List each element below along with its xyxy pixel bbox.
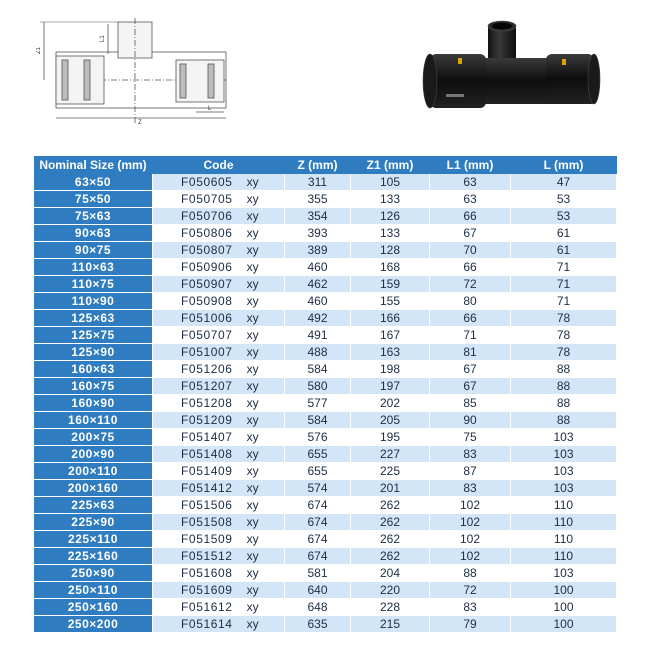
z1-cell: 198: [351, 361, 430, 378]
l-cell: 88: [511, 378, 617, 395]
code-value: F050705: [181, 192, 233, 206]
l1-cell: 67: [430, 361, 511, 378]
nominal-size-cell: 110×75: [34, 276, 153, 293]
l1-cell: 72: [430, 582, 511, 599]
z-cell: 580: [285, 378, 351, 395]
code-value: F050707: [181, 328, 233, 342]
z1-cell: 225: [351, 463, 430, 480]
z1-cell: 133: [351, 191, 430, 208]
table-body: [34, 174, 617, 633]
table-row: [34, 310, 617, 327]
table-row: [34, 463, 617, 480]
z-cell: 674: [285, 531, 351, 548]
l-cell: 71: [511, 259, 617, 276]
l-cell: 78: [511, 344, 617, 361]
z1-cell: 215: [351, 616, 430, 633]
z1-cell: 201: [351, 480, 430, 497]
nominal-size-cell: 125×63: [34, 310, 153, 327]
table-row: [34, 174, 617, 191]
code-suffix: xy: [246, 379, 259, 393]
code-cell: [153, 242, 285, 259]
nominal-size-cell: 125×90: [34, 344, 153, 361]
code-cell: [153, 463, 285, 480]
l-cell: 78: [511, 310, 617, 327]
z1-cell: 133: [351, 225, 430, 242]
z1-cell: 105: [351, 174, 430, 191]
code-cell: [153, 548, 285, 565]
code-value: F051614: [181, 617, 233, 631]
z1-cell: 204: [351, 565, 430, 582]
z1-cell: 197: [351, 378, 430, 395]
code-value: F051209: [181, 413, 233, 427]
code-cell: [153, 276, 285, 293]
code-value: F051512: [181, 549, 233, 563]
z-cell: 311: [285, 174, 351, 191]
nominal-size-cell: 225×160: [34, 548, 153, 565]
code-cell: [153, 565, 285, 582]
table-row: [34, 582, 617, 599]
dim-z1-label: Z1: [36, 46, 42, 54]
z-cell: 577: [285, 395, 351, 412]
z1-cell: 228: [351, 599, 430, 616]
code-value: F050906: [181, 260, 233, 274]
code-suffix: xy: [246, 447, 259, 461]
l1-cell: 83: [430, 599, 511, 616]
z-cell: 488: [285, 344, 351, 361]
tee-technical-drawing: [36, 14, 246, 126]
code-suffix: xy: [246, 617, 259, 631]
nominal-size-cell: 200×160: [34, 480, 153, 497]
header-l: L (mm): [511, 156, 617, 174]
z1-cell: 126: [351, 208, 430, 225]
nominal-size-cell: 160×110: [34, 412, 153, 429]
nominal-size-cell: 90×63: [34, 225, 153, 242]
l-cell: 103: [511, 565, 617, 582]
table-row: [34, 225, 617, 242]
l1-cell: 102: [430, 514, 511, 531]
table-row: [34, 565, 617, 582]
l1-cell: 79: [430, 616, 511, 633]
l1-cell: 67: [430, 225, 511, 242]
nominal-size-cell: 160×63: [34, 361, 153, 378]
code-cell: [153, 497, 285, 514]
l-cell: 53: [511, 191, 617, 208]
code-cell: [153, 327, 285, 344]
l1-cell: 87: [430, 463, 511, 480]
z1-cell: 262: [351, 548, 430, 565]
z-cell: 674: [285, 514, 351, 531]
table-header-row: [34, 156, 617, 174]
code-suffix: xy: [246, 583, 259, 597]
table-row: [34, 429, 617, 446]
l1-cell: 67: [430, 378, 511, 395]
dim-z-label: Z: [138, 120, 142, 126]
code-suffix: xy: [246, 311, 259, 325]
code-value: F050907: [181, 277, 233, 291]
z1-cell: 262: [351, 514, 430, 531]
nominal-size-cell: 75×50: [34, 191, 153, 208]
z1-cell: 202: [351, 395, 430, 412]
code-cell: [153, 599, 285, 616]
table-row: [34, 599, 617, 616]
nominal-size-cell: 250×160: [34, 599, 153, 616]
z-cell: 655: [285, 463, 351, 480]
z1-cell: 163: [351, 344, 430, 361]
code-cell: [153, 225, 285, 242]
code-suffix: xy: [246, 277, 259, 291]
z-cell: 355: [285, 191, 351, 208]
code-suffix: xy: [246, 209, 259, 223]
code-value: F051412: [181, 481, 233, 495]
nominal-size-cell: 250×90: [34, 565, 153, 582]
code-cell: [153, 429, 285, 446]
code-cell: [153, 310, 285, 327]
z1-cell: 159: [351, 276, 430, 293]
l-cell: 47: [511, 174, 617, 191]
l-cell: 78: [511, 327, 617, 344]
table-row: [34, 378, 617, 395]
code-value: F051506: [181, 498, 233, 512]
table-row: [34, 344, 617, 361]
code-value: F051206: [181, 362, 233, 376]
code-value: F050908: [181, 294, 233, 308]
nominal-size-cell: 110×90: [34, 293, 153, 310]
l-cell: 110: [511, 514, 617, 531]
l1-cell: 102: [430, 497, 511, 514]
z-cell: 460: [285, 293, 351, 310]
z-cell: 635: [285, 616, 351, 633]
code-value: F050807: [181, 243, 233, 257]
l-cell: 61: [511, 242, 617, 259]
z1-cell: 128: [351, 242, 430, 259]
l1-cell: 72: [430, 276, 511, 293]
nominal-size-cell: 200×90: [34, 446, 153, 463]
l-cell: 103: [511, 463, 617, 480]
dim-l1-label: L1: [100, 35, 106, 42]
code-suffix: xy: [246, 175, 259, 189]
nominal-size-cell: 225×110: [34, 531, 153, 548]
code-suffix: xy: [246, 192, 259, 206]
header-code: Code: [153, 156, 285, 174]
nominal-size-cell: 250×110: [34, 582, 153, 599]
code-suffix: xy: [246, 549, 259, 563]
table-row: [34, 548, 617, 565]
code-suffix: xy: [246, 328, 259, 342]
code-cell: [153, 395, 285, 412]
l-cell: 88: [511, 412, 617, 429]
code-cell: [153, 480, 285, 497]
z1-cell: 168: [351, 259, 430, 276]
code-cell: [153, 293, 285, 310]
code-cell: [153, 174, 285, 191]
l1-cell: 66: [430, 208, 511, 225]
code-value: F051409: [181, 464, 233, 478]
z1-cell: 167: [351, 327, 430, 344]
l1-cell: 66: [430, 310, 511, 327]
code-suffix: xy: [246, 345, 259, 359]
l1-cell: 88: [430, 565, 511, 582]
l-cell: 53: [511, 208, 617, 225]
code-value: F051207: [181, 379, 233, 393]
code-value: F051609: [181, 583, 233, 597]
z-cell: 584: [285, 412, 351, 429]
nominal-size-cell: 90×75: [34, 242, 153, 259]
table-row: [34, 293, 617, 310]
l-cell: 110: [511, 548, 617, 565]
nominal-size-cell: 225×63: [34, 497, 153, 514]
code-suffix: xy: [246, 515, 259, 529]
code-cell: [153, 378, 285, 395]
table-row: [34, 327, 617, 344]
code-value: F051408: [181, 447, 233, 461]
z-cell: 655: [285, 446, 351, 463]
z1-cell: 205: [351, 412, 430, 429]
table-row: [34, 514, 617, 531]
table-row: [34, 361, 617, 378]
l1-cell: 83: [430, 480, 511, 497]
table-row: [34, 616, 617, 633]
dimensions-table: [34, 156, 617, 633]
code-suffix: xy: [246, 566, 259, 580]
code-suffix: xy: [246, 396, 259, 410]
code-suffix: xy: [246, 498, 259, 512]
z1-cell: 262: [351, 497, 430, 514]
code-cell: [153, 514, 285, 531]
l-cell: 100: [511, 616, 617, 633]
z-cell: 674: [285, 497, 351, 514]
z-cell: 492: [285, 310, 351, 327]
z-cell: 460: [285, 259, 351, 276]
code-suffix: xy: [246, 260, 259, 274]
code-cell: [153, 412, 285, 429]
code-cell: [153, 208, 285, 225]
code-value: F051608: [181, 566, 233, 580]
nominal-size-cell: 225×90: [34, 514, 153, 531]
l-cell: 110: [511, 497, 617, 514]
z-cell: 491: [285, 327, 351, 344]
l1-cell: 75: [430, 429, 511, 446]
table-row: [34, 446, 617, 463]
nominal-size-cell: 250×200: [34, 616, 153, 633]
code-value: F051612: [181, 600, 233, 614]
l-cell: 100: [511, 599, 617, 616]
z-cell: 648: [285, 599, 351, 616]
code-cell: [153, 361, 285, 378]
nominal-size-cell: 160×90: [34, 395, 153, 412]
z1-cell: 195: [351, 429, 430, 446]
l1-cell: 81: [430, 344, 511, 361]
l-cell: 110: [511, 531, 617, 548]
z-cell: 393: [285, 225, 351, 242]
code-suffix: xy: [246, 532, 259, 546]
table-row: [34, 259, 617, 276]
nominal-size-cell: 200×75: [34, 429, 153, 446]
z-cell: 574: [285, 480, 351, 497]
code-value: F051007: [181, 345, 233, 359]
code-cell: [153, 446, 285, 463]
code-value: F050806: [181, 226, 233, 240]
z-cell: 389: [285, 242, 351, 259]
z-cell: 462: [285, 276, 351, 293]
l-cell: 71: [511, 276, 617, 293]
z-cell: 584: [285, 361, 351, 378]
header-nominal-size: Nominal Size (mm): [34, 156, 153, 174]
l1-cell: 63: [430, 174, 511, 191]
code-suffix: xy: [246, 362, 259, 376]
table-row: [34, 242, 617, 259]
z1-cell: 166: [351, 310, 430, 327]
code-cell: [153, 582, 285, 599]
z-cell: 640: [285, 582, 351, 599]
l1-cell: 83: [430, 446, 511, 463]
l-cell: 103: [511, 446, 617, 463]
l1-cell: 66: [430, 259, 511, 276]
code-value: F050706: [181, 209, 233, 223]
z-cell: 354: [285, 208, 351, 225]
code-suffix: xy: [246, 243, 259, 257]
code-cell: [153, 531, 285, 548]
l-cell: 88: [511, 395, 617, 412]
l1-cell: 70: [430, 242, 511, 259]
nominal-size-cell: 160×75: [34, 378, 153, 395]
nominal-size-cell: 200×110: [34, 463, 153, 480]
table-row: [34, 191, 617, 208]
l1-cell: 102: [430, 531, 511, 548]
z-cell: 581: [285, 565, 351, 582]
z-cell: 576: [285, 429, 351, 446]
code-cell: [153, 344, 285, 361]
table-row: [34, 531, 617, 548]
z1-cell: 227: [351, 446, 430, 463]
code-suffix: xy: [246, 294, 259, 308]
code-suffix: xy: [246, 600, 259, 614]
code-value: F051509: [181, 532, 233, 546]
table-row: [34, 276, 617, 293]
code-cell: [153, 191, 285, 208]
z1-cell: 262: [351, 531, 430, 548]
code-suffix: xy: [246, 413, 259, 427]
code-value: F051508: [181, 515, 233, 529]
l-cell: 100: [511, 582, 617, 599]
code-value: F051006: [181, 311, 233, 325]
header-z: Z (mm): [285, 156, 351, 174]
table-row: [34, 412, 617, 429]
l-cell: 88: [511, 361, 617, 378]
code-value: F051407: [181, 430, 233, 444]
z1-cell: 155: [351, 293, 430, 310]
l-cell: 71: [511, 293, 617, 310]
table-row: [34, 480, 617, 497]
table-row: [34, 395, 617, 412]
table-row: [34, 208, 617, 225]
l1-cell: 80: [430, 293, 511, 310]
l1-cell: 90: [430, 412, 511, 429]
code-suffix: xy: [246, 430, 259, 444]
table-row: [34, 497, 617, 514]
l-cell: 103: [511, 480, 617, 497]
l1-cell: 85: [430, 395, 511, 412]
nominal-size-cell: 63×50: [34, 174, 153, 191]
code-cell: [153, 259, 285, 276]
z1-cell: 220: [351, 582, 430, 599]
code-suffix: xy: [246, 464, 259, 478]
l1-cell: 63: [430, 191, 511, 208]
code-value: F051208: [181, 396, 233, 410]
header-l1: L1 (mm): [430, 156, 511, 174]
z-cell: 674: [285, 548, 351, 565]
header-z1: Z1 (mm): [351, 156, 430, 174]
nominal-size-cell: 110×63: [34, 259, 153, 276]
code-cell: [153, 616, 285, 633]
tee-fitting-photo: [416, 18, 616, 118]
l1-cell: 102: [430, 548, 511, 565]
l-cell: 61: [511, 225, 617, 242]
code-suffix: xy: [246, 481, 259, 495]
nominal-size-cell: 75×63: [34, 208, 153, 225]
l1-cell: 71: [430, 327, 511, 344]
l-cell: 103: [511, 429, 617, 446]
nominal-size-cell: 125×75: [34, 327, 153, 344]
code-value: F050605: [181, 175, 233, 189]
dim-l-label: L: [208, 106, 212, 112]
code-suffix: xy: [246, 226, 259, 240]
